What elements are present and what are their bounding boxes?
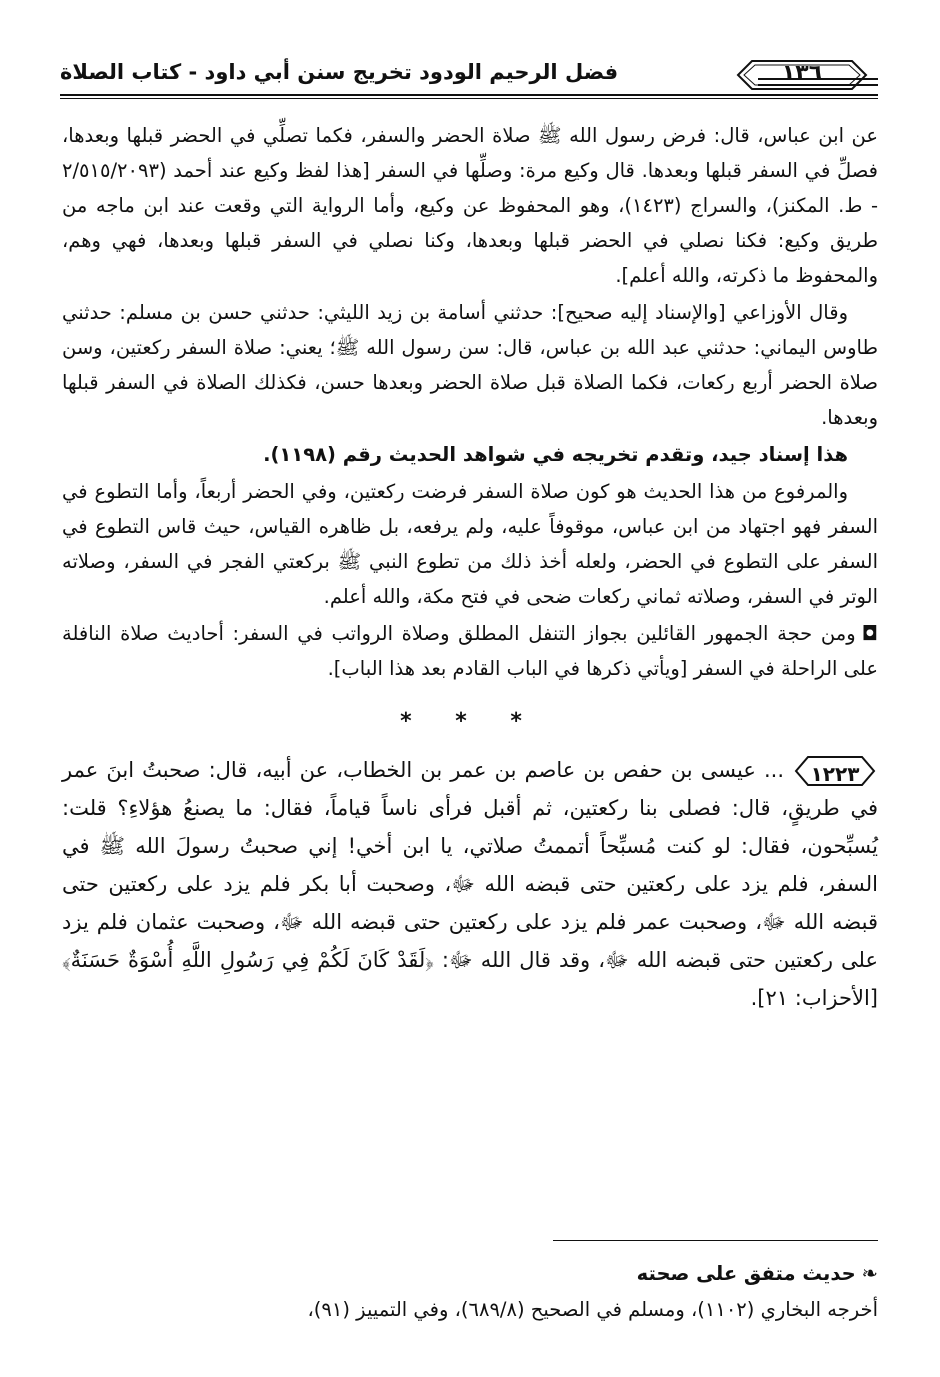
paragraph: وقال الأوزاعي [والإسناد إليه صحيح]: حدثني أسامة بن زيد الليثي: حدثني حسن بن مسلم: حدثني طاوس اليماني: حدثني عبد الله بن عباس، قال: سن رسول الله ﷺ؛ يعني: صلاة السفر ركعتين، وسن صلاة الحضر أربع ركعات، فكما الصلاة قبل صلاة الحضر وبعدها حسن، فكذلك الصلاة في السفر قبلها وبعدها. — [62, 301, 878, 429]
section-mark-icon: ◘ — [861, 622, 878, 645]
header-rule-thin — [60, 98, 878, 99]
header-title: فضل الرحيم الودود تخريج سنن أبي داود - كتاب الصلاة — [60, 60, 619, 84]
hadith-number: ١٢٢٣ — [810, 762, 860, 786]
paragraph: هذا إسناد جيد، وتقدم تخريجه في شواهد الحديث رقم (١١٩٨). — [263, 443, 848, 466]
footnotes — [62, 1256, 878, 1328]
paragraph-text: ومن حجة الجمهور القائلين بجواز التنفل المطلق وصلاة الرواتب في السفر: أحاديث صلاة النافلة على الراحلة في السفر [ويأتي ذكرها في الباب القادم بعد هذا الباب]. — [62, 622, 878, 680]
paragraph: عن ابن عباس، قال: فرض رسول الله ﷺ صلاة الحضر والسفر، فكما تصلِّي في الحضر قبلها وبعدها، فصلِّ في السفر قبلها وبعدها. قال وكيع مرة: وصلِّها في السفر [هذا لفظ وكيع عند أحمد (٢/٥١٥/٢٠٩٣ - ط. المكنز)، والسراج (١٤٢٣)، وهو المحفوظ عن وكيع، وأما الرواية التي وقعت عند ابن ماجه من طريق وكيع: فكنا نصلي في الحضر قبلها وبعدها، وكنا نصلي في السفر قبلها وبعدها، فهي وهم، والمحفوظ ما ذكرته، والله أعلم]. — [62, 124, 878, 287]
footnote-rule — [553, 1240, 878, 1241]
page-number: ١٣٦ — [781, 61, 823, 86]
hadith-text — [62, 751, 878, 1017]
bullet-mark-icon: ❧ — [861, 1262, 878, 1285]
footnote-heading — [62, 1256, 878, 1292]
footnote-line: أخرجه البخاري (١١٠٢)، ومسلم في الصحيح (٦٨٩/٨)، وفي التمييز (٩١)، — [307, 1298, 878, 1321]
page-number-badge — [732, 58, 872, 92]
paragraph: والمرفوع من هذا الحديث هو كون صلاة السفر فرضت ركعتين، وفي الحضر أربعاً، وأما التطوع في السفر فهو اجتهاد من ابن عباس، موقوفاً عليه، ولم يرفعه، بل ظاهره القياس، حيث قاس التطوع في السفر على التطوع في الحضر، ولعله أخذ ذلك من تطوع النبي ﷺ بركعتي الفجر في السفر، وصلاته الوتر في السفر، وصلاته ثماني ركعات ضحى في فتح مكة، والله أعلم. — [62, 480, 878, 608]
hadith-body: ... عيسى بن حفص بن عاصم بن عمر بن الخطاب، عن أبيه، قال: صحبتُ ابنَ عمر في طريقٍ، قال: فصلى بنا ركعتين، ثم أقبل فرأى ناساً قياماً، فقال: ما يصنعُ هؤلاءِ؟ قلت: يُسبِّحون، فقال: لو كنت مُسبِّحاً أتممتُ صلاتي، يا ابن أخي! إني صحبتُ رسولَ الله ﷺ في السفر، فلم يزد على ركعتين حتى قبضه الله ﷻ، وصحبت أبا بكر فلم يزد على ركعتين حتى قبضه الله ﷻ، وصحبت عمر فلم يزد على ركعتين حتى قبضه الله ﷻ، وصحبت عثمان فلم يزد على ركعتين حتى قبضه الله ﷻ، وقد قال الله ﷻ: ﴿لَقَدْ كَانَ لَكُمْ فِي رَسُولِ اللَّهِ أُسْوَةٌ حَسَنَةٌ﴾ [الأحزاب: ٢١]. — [62, 758, 878, 1010]
section-divider-stars: * * * — [400, 709, 540, 734]
main-text — [62, 118, 878, 1019]
page-header — [60, 58, 878, 98]
footnote-heading-text: حديث متفق على صحته — [636, 1262, 856, 1285]
header-rule — [60, 94, 878, 96]
paragraph — [62, 616, 878, 686]
hadith-number-badge — [792, 754, 878, 788]
